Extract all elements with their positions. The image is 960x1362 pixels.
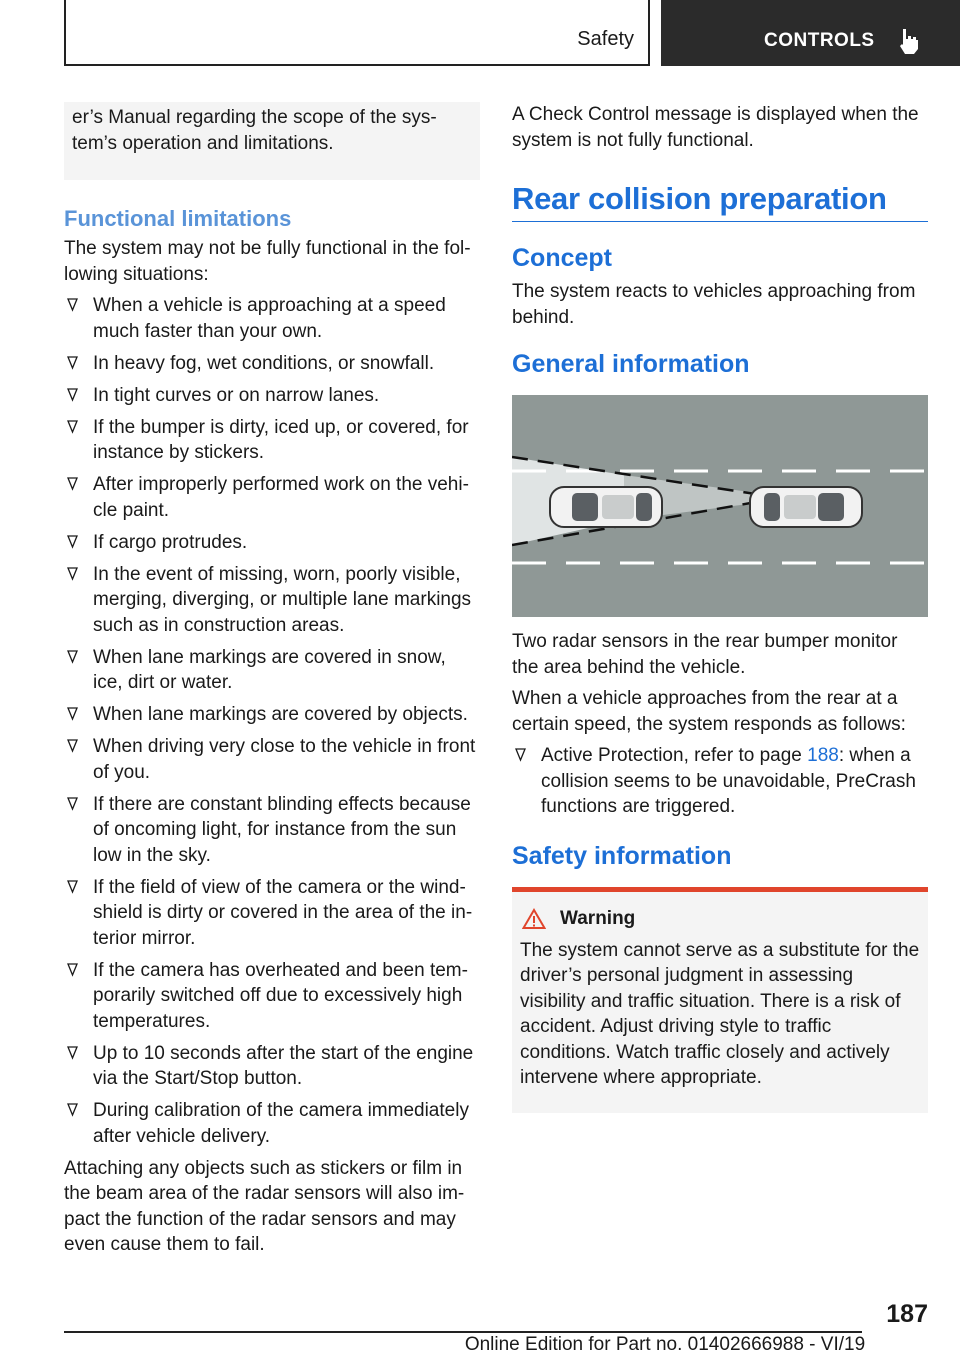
triangle-bullet-icon — [67, 388, 78, 402]
check-control-text: A Check Control message is displayed when the system is not fully functional. — [512, 104, 919, 151]
list-item — [64, 1098, 480, 1149]
triangle-bullet-icon — [67, 298, 78, 312]
list-item-text: When lane markings are covered in snow, ice, dirt or water. — [93, 646, 446, 693]
warning-text: The system cannot serve as a substitute for the driver’s personal judgment in assessing visibility and traffic situation. There is a risk of accident. Adjust driving style to traffic conditions. Watch traffic closely and actively intervene where appropriate. — [520, 939, 920, 1088]
list-item-text: In heavy fog, wet conditions, or snowfall. — [93, 352, 435, 374]
warning-triangle-icon — [522, 908, 546, 930]
page-link-188[interactable]: 188 — [807, 745, 839, 766]
footer-edition: Online Edition for Part no. 01402666988 - VI/19 — [464, 1334, 866, 1355]
section-title: Safety — [577, 28, 634, 50]
list-item — [64, 702, 480, 728]
list-item-text: If the camera has overheated and been temporarily switched off due to excessively high temperatures. — [93, 959, 468, 1032]
triangle-bullet-icon — [67, 1103, 78, 1117]
approach-paragraph: When a vehicle approaches from the rear at a certain speed, the system responds as follows: — [512, 688, 906, 735]
triangle-bullet-icon — [67, 356, 78, 370]
list-item — [64, 875, 480, 952]
front-vehicle — [750, 487, 862, 527]
header-section-tab — [64, 0, 650, 66]
list-item — [64, 530, 480, 556]
rear-vehicle — [550, 487, 662, 527]
list-item-text: If cargo protrudes. — [93, 531, 248, 553]
list-item-text-suffix: : when a collision seems to be unavoidable, PreCrash functions are triggered. — [541, 745, 916, 817]
response-list — [512, 743, 928, 820]
triangle-bullet-icon — [67, 963, 78, 977]
list-item-text: During calibration of the camera immediately after vehicle delivery. — [93, 1100, 469, 1147]
list-item — [64, 415, 480, 466]
right-column — [512, 102, 928, 1113]
list-item-text: After improperly performed work on the vehicle paint. — [93, 474, 469, 521]
triangle-bullet-icon — [67, 880, 78, 894]
list-item — [64, 958, 480, 1035]
triangle-bullet-icon — [67, 707, 78, 721]
triangle-bullet-icon — [67, 477, 78, 491]
list-item-text: When driving very close to the vehicle in front of you. — [93, 736, 476, 783]
list-item — [64, 293, 480, 344]
left-column — [64, 102, 480, 1258]
triangle-bullet-icon — [67, 739, 78, 753]
list-item — [64, 351, 480, 377]
list-item-text: In tight curves or on narrow lanes. — [93, 384, 380, 406]
warning-box — [512, 887, 928, 1113]
concept-text: The system reacts to vehicles approaching from behind. — [512, 281, 916, 328]
list-item-text: If the bumper is dirty, iced up, or covered, for instance by stickers. — [93, 416, 469, 463]
triangle-bullet-icon — [515, 748, 526, 762]
page-number: 187 — [886, 1300, 928, 1328]
triangle-bullet-icon — [67, 1046, 78, 1060]
list-item-text: Active Protection, refer to page — [541, 745, 808, 766]
list-item — [64, 383, 480, 409]
triangle-bullet-icon — [67, 650, 78, 664]
note-box-text: er’s Manual regarding the scope of the system’s operation and limitations. — [72, 107, 437, 154]
triangle-bullet-icon — [67, 420, 78, 434]
triangle-bullet-icon — [67, 797, 78, 811]
hand-pointer-icon — [897, 27, 921, 55]
note-box-continued — [64, 102, 480, 180]
list-item-text: When lane markings are covered by objects. — [93, 704, 468, 725]
warning-header — [520, 908, 922, 930]
list-item-text: When a vehicle is approaching at a speed much faster than your own. — [93, 295, 446, 342]
safety-information-heading: Safety information — [512, 841, 732, 870]
list-item — [512, 743, 928, 820]
list-item-text: In the event of missing, worn, poorly visible, merging, diverging, or multiple lane markings such as in construction areas. — [93, 563, 472, 636]
triangle-bullet-icon — [67, 567, 78, 581]
footer-divider — [64, 1331, 862, 1333]
rear-collision-heading: Rear collision preparation — [512, 181, 928, 222]
concept-heading: Concept — [512, 244, 612, 272]
triangle-bullet-icon — [67, 535, 78, 549]
list-item-text: If there are constant blinding effects because of oncoming light, for instance from the sun low in the sky. — [93, 793, 471, 866]
functional-limitations-heading: Functional limitations — [64, 206, 292, 231]
radar-paragraph: Two radar sensors in the rear bumper monitor the area behind the vehicle. — [512, 631, 898, 678]
list-item — [64, 645, 480, 696]
list-item — [64, 734, 480, 785]
limitations-outro: Attaching any objects such as stickers or film in the beam area of the radar sensors will also impact the function of the radar sensors and may even cause them to fail. — [64, 1157, 465, 1255]
list-item — [64, 472, 480, 523]
list-item — [64, 1041, 480, 1092]
warning-title: Warning — [560, 907, 636, 929]
list-item — [64, 562, 480, 639]
limitations-list — [64, 293, 480, 1149]
general-information-heading: General information — [512, 350, 750, 378]
rear-radar-illustration — [512, 395, 928, 617]
chapter-title: CONTROLS — [764, 30, 875, 51]
limitations-intro: The system may not be fully functional in the following situations: — [64, 238, 471, 285]
header-chapter-tab — [661, 0, 960, 66]
list-item-text: Up to 10 seconds after the start of the engine via the Start/Stop button. — [93, 1042, 474, 1089]
list-item — [64, 792, 480, 869]
list-item-text: If the field of view of the camera or the windshield is dirty or covered in the area of the interior mirror. — [93, 876, 473, 949]
